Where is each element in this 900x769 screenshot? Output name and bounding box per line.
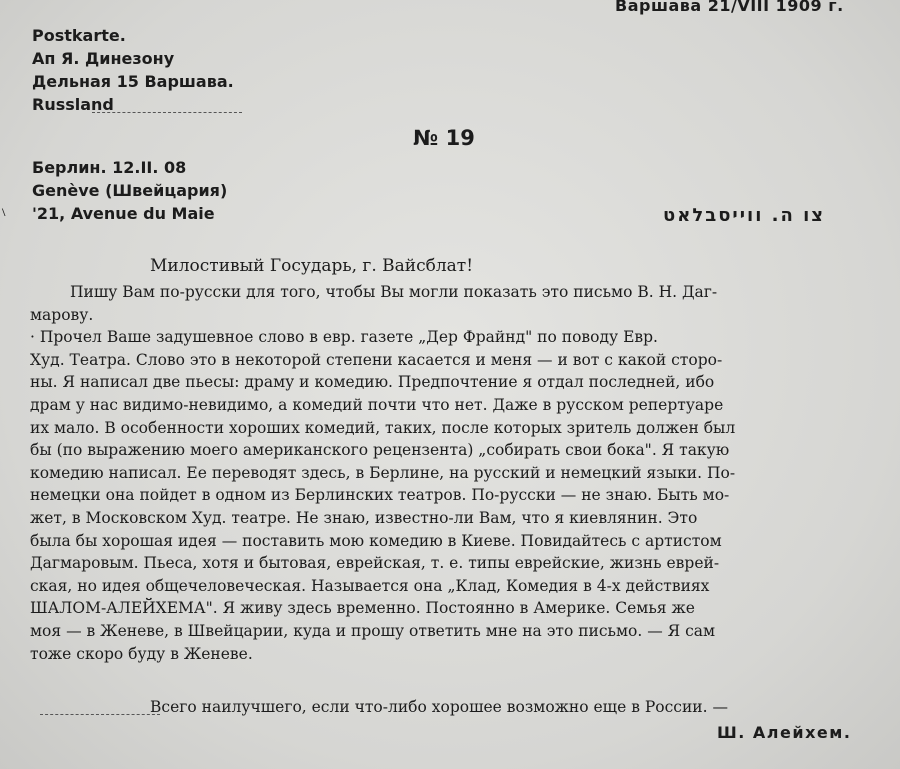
body-line: тоже скоро буду в Женеве. xyxy=(30,644,253,663)
body-line: Пишу Вам по-русски для того, чтобы Вы могли показать это письмо В. Н. Даг- xyxy=(70,283,718,301)
body-line: · Прочел Ваше задушевное слово в евр. газете „Дер Фрайнд" по поводу Евр. xyxy=(30,328,658,347)
body-line: ШАЛОМ-АЛЕЙХЕМА". Я живу здесь временно. Постоянно в Америке. Семья же xyxy=(30,599,695,618)
letter-date: Варшава 21/VIII 1909 г. xyxy=(615,0,844,15)
body-line: ны. Я написал две пьесы: драму и комедию. Предпочтение я отдал последней, ибо xyxy=(30,373,715,392)
body-line: Дагмаровым. Пьеса, хотя и бытовая, еврейская, т. е. типы еврейские, жизнь еврей- xyxy=(30,554,720,573)
body-line: моя — в Женеве, в Швейцарии, куда и прошу ответить мне на это письмо. — Я сам xyxy=(30,621,716,640)
body-line: ская, но идея общечеловеческая. Называется она „Клад, Комедия в 4-х действиях xyxy=(30,576,710,595)
body-line: жет, в Московском Худ. театре. Не знаю, известно-ли Вам, что я киевлянин. Это xyxy=(30,508,698,527)
margin-mark: \ xyxy=(2,205,6,219)
letter-body xyxy=(30,281,860,665)
salutation: Милостивый Государь, г. Вайсблат! xyxy=(150,256,474,276)
recipient-address xyxy=(32,24,234,116)
body-line: Худ. Театра. Слово это в некоторой степени касается и меня — и вот с какой сторо- xyxy=(30,350,723,369)
sender-line: '21, Avenue du Maie xyxy=(32,204,215,223)
body-line: комедию написал. Ее переводят здесь, в Берлине, на русский и немецкий языки. По- xyxy=(30,463,736,482)
divider-dash xyxy=(40,714,160,715)
address-line: Russland xyxy=(32,95,114,114)
body-line: их мало. В особенности хороших комедий, таких, после которых зритель должен был xyxy=(30,418,736,437)
yiddish-header: צו ה. ווייסבלאט xyxy=(663,205,826,226)
address-line: Postkarte. xyxy=(32,26,126,45)
letter-number: № 19 xyxy=(413,126,475,150)
body-line: немецки она пойдет в одном из Берлинских театров. По-русски — не знаю. Быть мо- xyxy=(30,486,730,505)
sender-address xyxy=(32,156,227,225)
divider-dash xyxy=(92,112,242,113)
body-line: марову. xyxy=(30,305,94,324)
body-line: драм у нас видимо-невидимо, а комедий почти что нет. Даже в русском репертуаре xyxy=(30,395,724,414)
body-line: была бы хорошая идея — поставить мою комедию в Киеве. Повидайтесь с артистом xyxy=(30,531,722,550)
body-line: бы (по выражению моего американского рецензента) „собирать свои бока". Я такую xyxy=(30,441,730,460)
signature: Ш. Алейхем. xyxy=(717,723,852,742)
address-line: Дельная 15 Варшава. xyxy=(32,72,234,91)
sender-line: Genève (Швейцария) xyxy=(32,181,228,200)
address-line: Ап Я. Динезону xyxy=(32,49,175,68)
sender-line: Берлин. 12.II. 08 xyxy=(32,158,187,177)
closing-line: Всего наилучшего, если что-либо хорошее возможно еще в России. — xyxy=(150,698,728,716)
